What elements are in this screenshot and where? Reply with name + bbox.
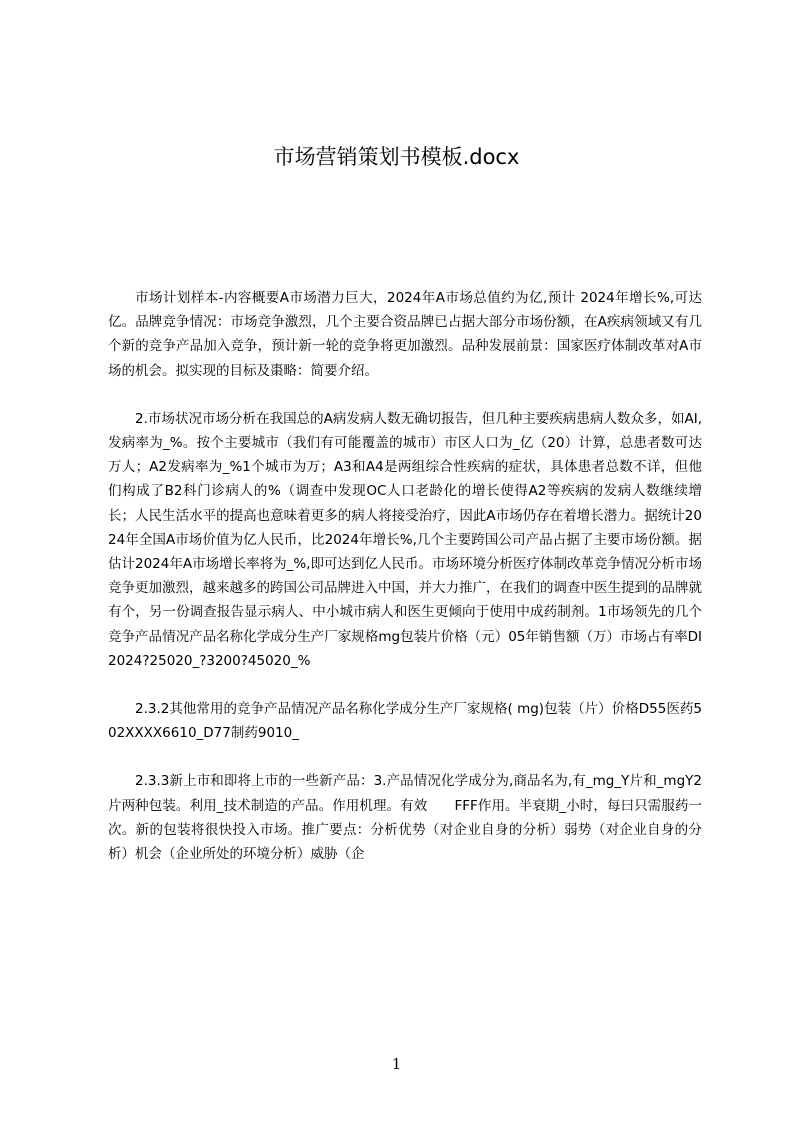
paragraph-market-status: 2.市场状况市场分析在我国总的A病发病人数无确切报告，但几种主要疾病患病人数众多，如AI,发病率为_%。按个主要城市（我们有可能覆盖的城市）市区人口为_亿（20）计算，总患者数可达万人；A2发病率为_%1个城市为万；A3和A4是两组综合性疾病的症状，具体患者总数不详，但他们构成了B2科门诊病人的%（调查中发现OC人口老龄化的增长使得A2等疾病的发病人数继续增长；人民生活水平的提高也意味着更多的病人将接受治疗，因此A市场仍存在着增长潜力。据统计2024年全国A市场价值为亿人民币，比2024年增长%,几个主要跨国公司产品占据了主要市场份额。据估计2024年A市场增长率将为_%,即可达到亿人民币。市场环境分析医疗体制改革竞争情况分析市场竞争更加激烈，越来越多的跨国公司品牌进入中国，并大力推广，在我们的调查中医生提到的品牌就有个，另一份调查报告显示病人、中小城市病人和医生更倾向于使用中成药制剂。1市场领先的几个竞争产品情况产品名称化学成分生产厂家规格mg包装片价格（元）05年销售额（万）市场占有率DI2024?25020_?3200?45020_%: [108, 410, 702, 669]
paragraph-new-products: 2.3.3新上市和即将上市的一些新产品：3.产品情况化学成分为,商品名为,有_mg_Y片和_mgY2片两种包装。利用_技术制造的产品。作用机理。有效 FFF作用。半衰期_小时，每曰只需服药一次。新的包装将很快投入市场。推广要点：分析优势（对企业自身的分析）弱势（对企业自身的分析）机会（企业所处的环境分析）威胁（企: [108, 773, 702, 863]
page-number: 1: [391, 1055, 402, 1073]
paragraph-summary: 市场计划样本-内容概要A市场潜力巨大，2024年A市场总值约为亿,预计 2024年增长%,可达亿。品牌竞争情况：市场竞争激烈，几个主要合资品牌已占据大部分市场份额，在A疾病领域又有几个新的竞争产品加入竞争，预计新一轮的竞争将更加激烈。品种发展前景：国家医疗体制改革对A市场的机会。拟实现的目标及棗略：简要介绍。: [108, 290, 702, 379]
paragraph-other-competitors: 2.3.2其他常用的竞争产品情况产品名称化学成分生产厂家规格( mg)包装（片）价格D55医药502XXXX6610_D77制药9010_: [108, 701, 702, 742]
document-body: [108, 286, 702, 866]
document-title: 市场营销策划书模板.docx: [273, 145, 520, 169]
